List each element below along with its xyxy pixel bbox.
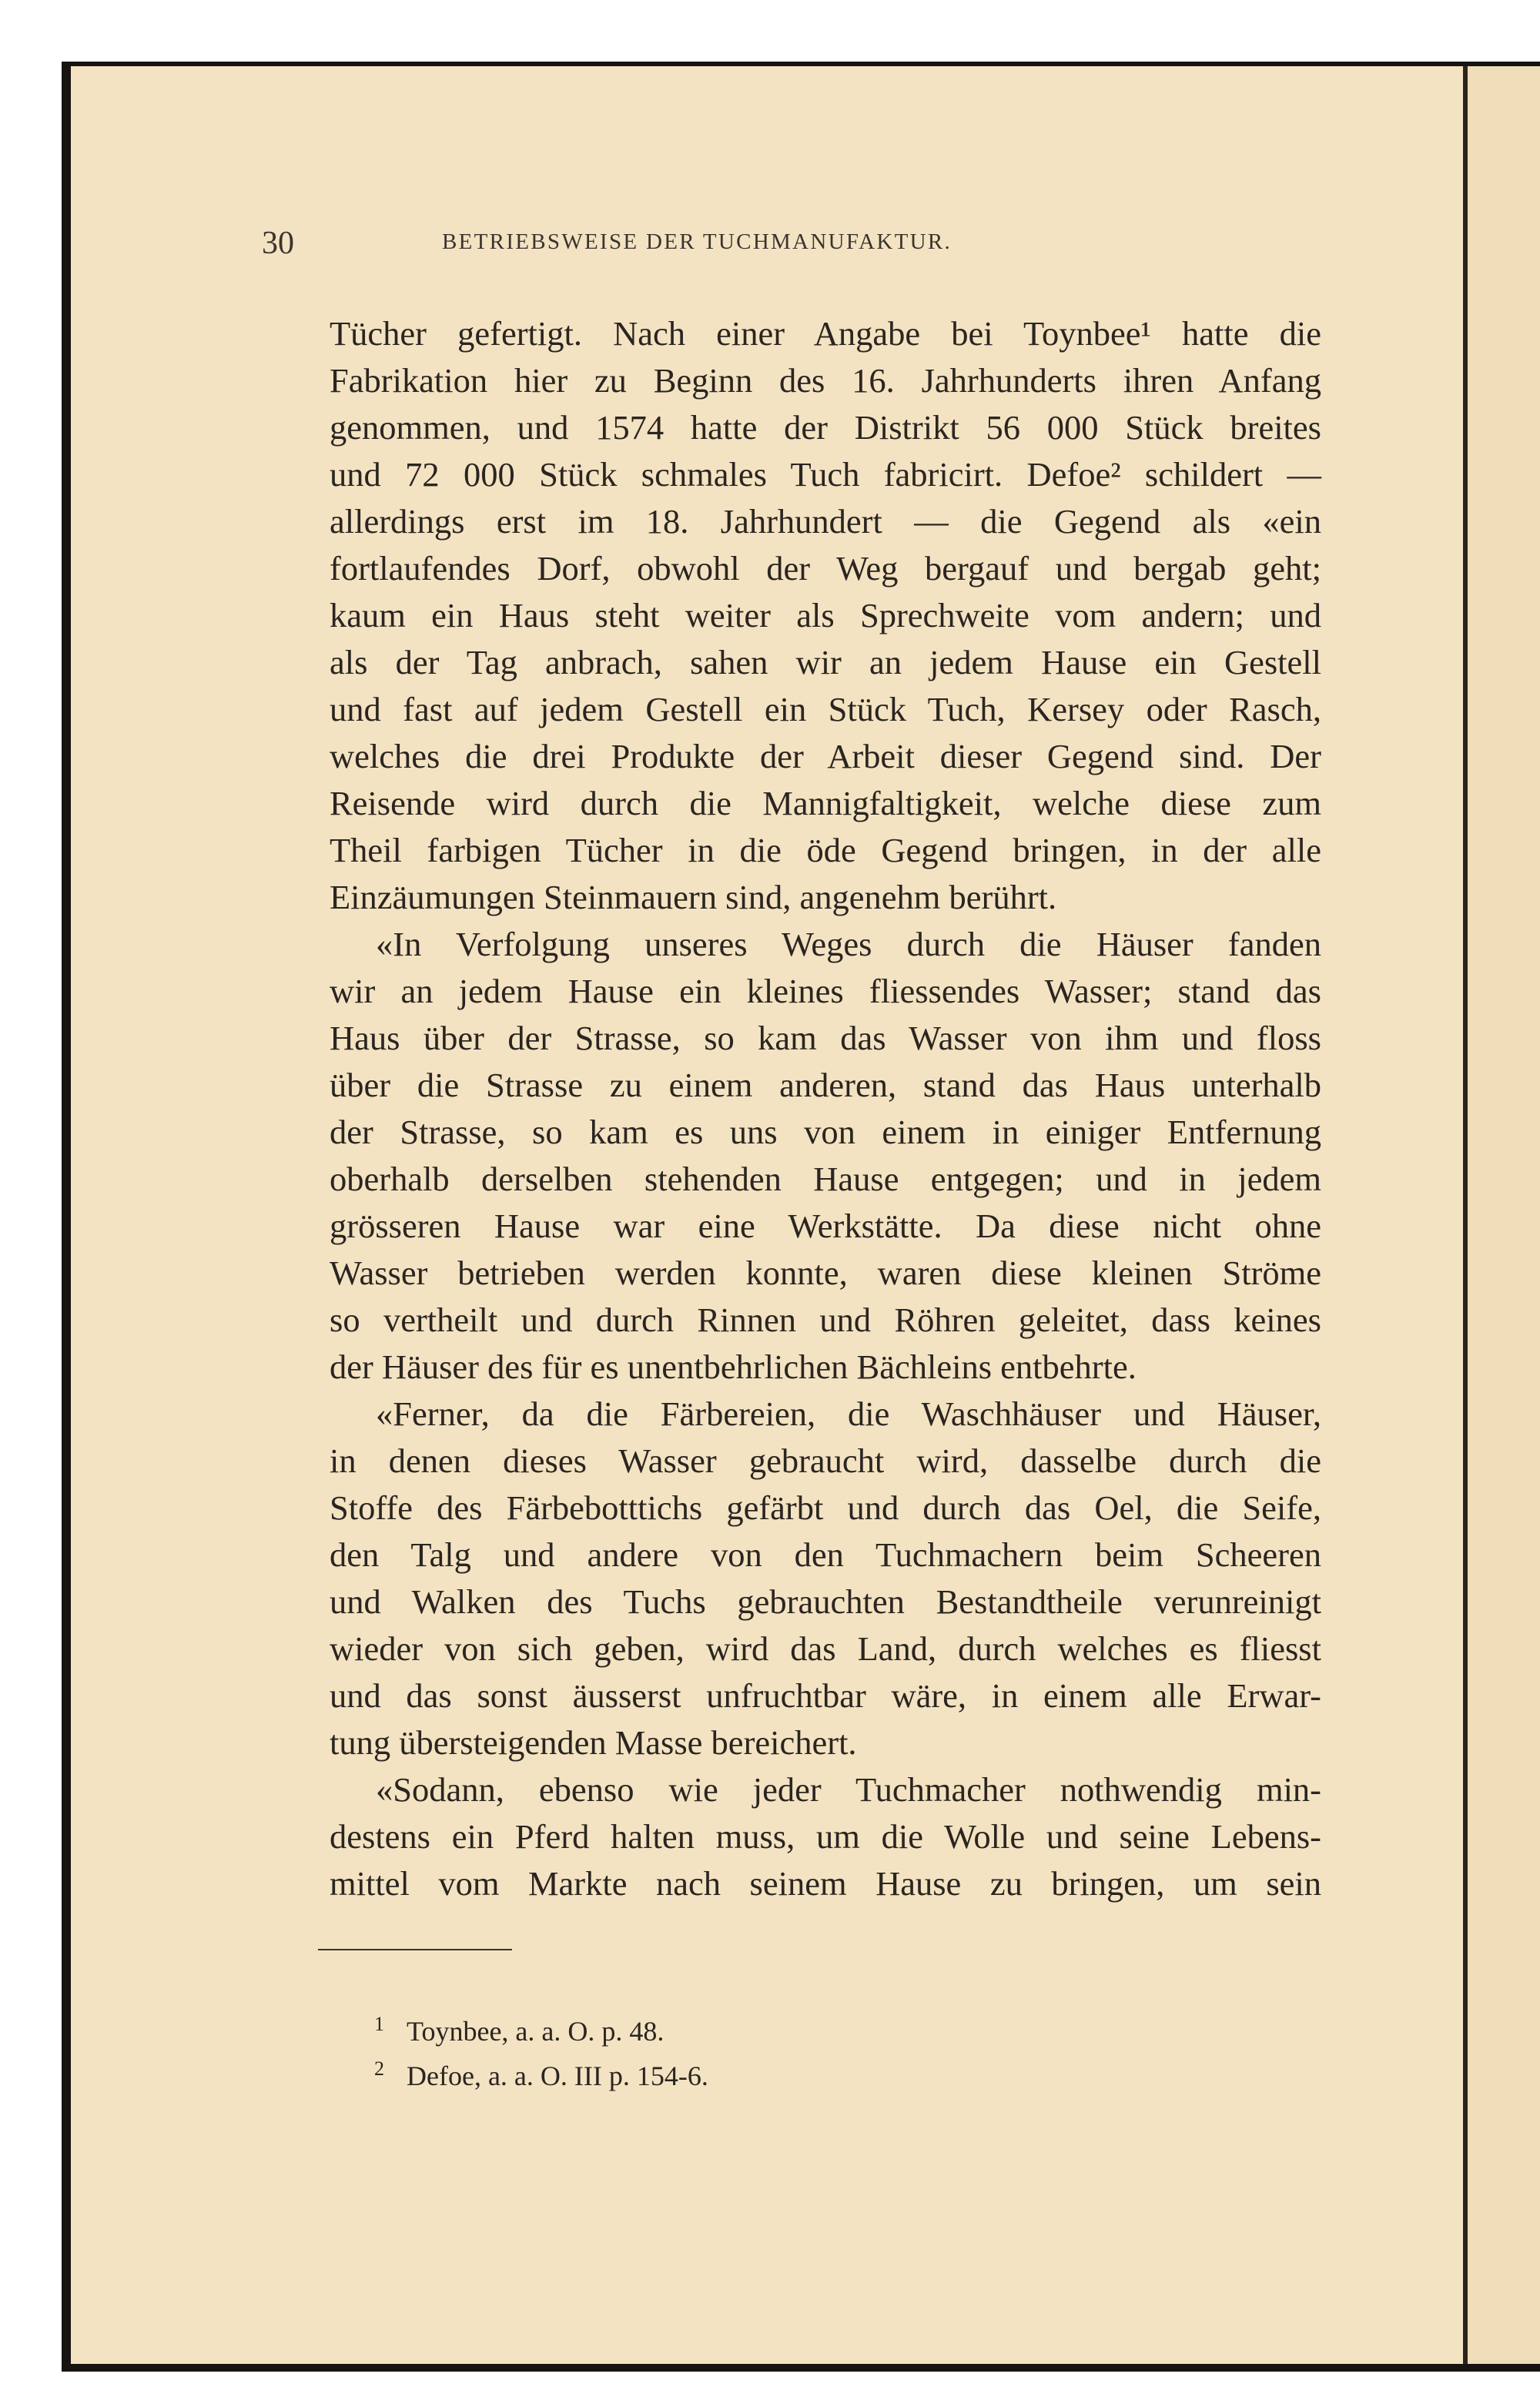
body-line: mittel vom Markte nach seinem Hause zu bringen, um sein (330, 1864, 1321, 1903)
body-line: fortlaufendes Dorf, obwohl der Weg bergauf und bergab geht; (330, 549, 1321, 588)
body-line: den Talg und andere von den Tuchmachern beim Scheeren (330, 1535, 1321, 1574)
body-line: Wasser betrieben werden konnte, waren diese kleinen Ströme (330, 1254, 1321, 1292)
footnote-mark: 2 (374, 2057, 384, 2080)
body-line: Reisende wird durch die Mannigfaltigkeit, welche diese zum (330, 784, 1321, 822)
body-line: «Sodann, ebenso wie jeder Tuchmacher nothwendig min- (376, 1770, 1321, 1809)
body-line: und fast auf jedem Gestell ein Stück Tuch, Kersey oder Rasch, (330, 690, 1321, 728)
footnotes (374, 2002, 1067, 2091)
body-text (330, 310, 1321, 1907)
body-line: allerdings erst im 18. Jahrhundert — die Gegend als «ein (330, 502, 1321, 541)
body-line: und 72 000 Stück schmales Tuch fabricirt. Defoe² schildert — (330, 455, 1321, 494)
body-line: über die Strasse zu einem anderen, stand das Haus unterhalb (330, 1066, 1321, 1104)
body-line: oberhalb derselben stehenden Hause entgegen; und in jedem (330, 1160, 1321, 1198)
footnote-2 (374, 2047, 1067, 2091)
page-gutter-shadow (1463, 66, 1468, 2364)
body-line: wir an jedem Hause ein kleines fliessendes Wasser; stand das (330, 972, 1321, 1010)
body-line: Theil farbigen Tücher in die öde Gegend bringen, in der alle (330, 831, 1321, 869)
body-line: der Strasse, so kam es uns von einem in einiger Entfernung (330, 1113, 1321, 1151)
body-line: Stoffe des Färbebotttichs gefärbt und durch das Oel, die Seife, (330, 1488, 1321, 1527)
body-line: und Walken des Tuchs gebrauchten Bestandtheile verunreinigt (330, 1582, 1321, 1621)
body-line: in denen dieses Wasser gebraucht wird, dasselbe durch die (330, 1441, 1321, 1480)
page-number: 30 (262, 226, 294, 261)
body-line: «In Verfolgung unseres Weges durch die Häuser fanden (376, 925, 1321, 963)
body-line: Fabrikation hier zu Beginn des 16. Jahrhunderts ihren Anfang (330, 361, 1321, 400)
body-line: genommen, und 1574 hatte der Distrikt 56 000 Stück breites (330, 408, 1321, 447)
body-line: tung übersteigenden Masse bereichert. (330, 1723, 857, 1762)
body-line: als der Tag anbrach, sahen wir an jedem Hause ein Gestell (330, 643, 1321, 681)
body-line: Haus über der Strasse, so kam das Wasser von ihm und floss (330, 1019, 1321, 1057)
body-line: welches die drei Produkte der Arbeit dieser Gegend sind. Der (330, 737, 1321, 775)
footnote-mark: 1 (374, 2013, 384, 2035)
body-line: so vertheilt und durch Rinnen und Röhren geleitet, dass keines (330, 1301, 1321, 1339)
body-line: «Ferner, da die Färbereien, die Waschhäuser und Häuser, (376, 1394, 1321, 1433)
running-head: BETRIEBSWEISE DER TUCHMANUFAKTUR. (442, 229, 952, 254)
body-line: und das sonst äusserst unfruchtbar wäre, in einem alle Erwar- (330, 1676, 1321, 1715)
footnote-1 (374, 2002, 1067, 2047)
body-line: wieder von sich geben, wird das Land, durch welches es fliesst (330, 1629, 1321, 1668)
page-header (262, 225, 1417, 271)
body-line: destens ein Pferd halten muss, um die Wolle und seine Lebens- (330, 1817, 1321, 1856)
body-line: Tücher gefertigt. Nach einer Angabe bei Toynbee¹ hatte die (330, 314, 1321, 353)
body-line: grösseren Hause war eine Werkstätte. Da diese nicht ohne (330, 1207, 1321, 1245)
adjacent-page-edge (1463, 66, 1540, 2364)
footnote-text: Toynbee, a. a. O. p. 48. (407, 2016, 665, 2047)
footnote-text: Defoe, a. a. O. III p. 154-6. (407, 2061, 708, 2091)
footnote-divider (318, 1949, 512, 1950)
body-line: der Häuser des für es unentbehrlichen Bächleins entbehrte. (330, 1348, 1137, 1386)
body-line: Einzäumungen Steinmauern sind, angenehm berührt. (330, 878, 1057, 916)
body-line: kaum ein Haus steht weiter als Sprechweite vom andern; und (330, 596, 1321, 634)
